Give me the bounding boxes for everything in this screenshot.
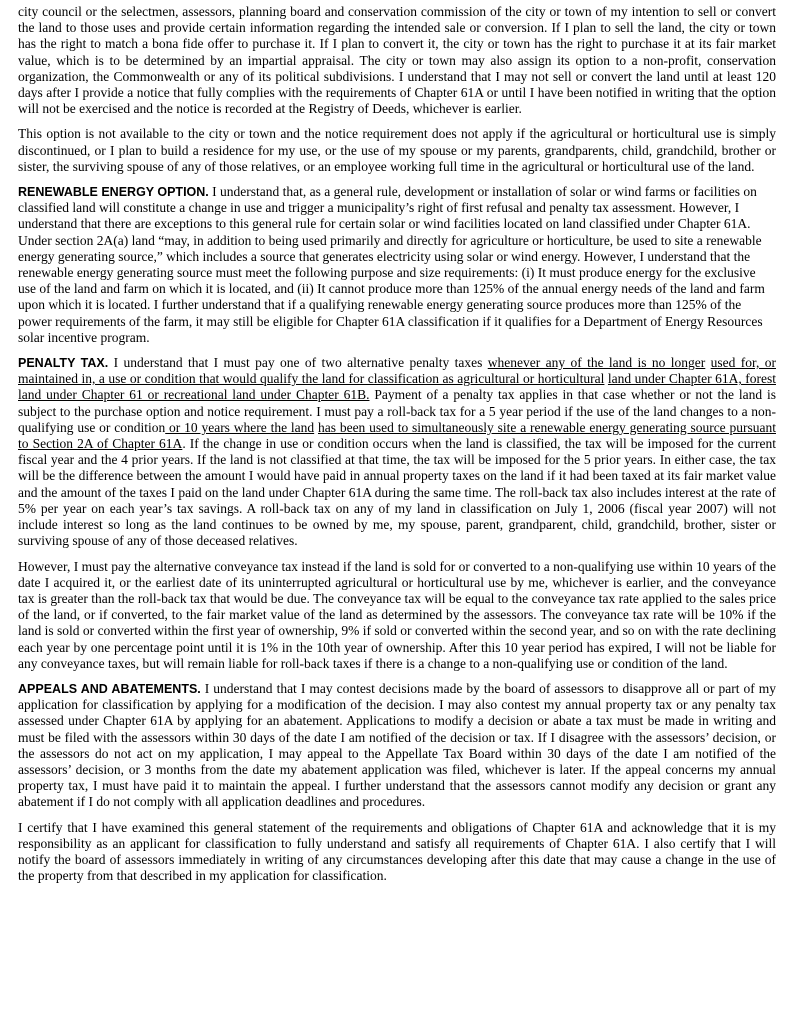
document-page [18,4,776,893]
penalty-tax-heading: PENALTY TAX. [18,356,109,371]
penalty-tax-underlined-text: land under Chapter 61A, forest land under Chapter 61 or recreational land under Chapter 61B. [18,371,776,403]
penalty-tax-text: Payment of a penalty tax applies in that case whether or not the land is subject to the purchase option and notice requirement. I must pay a roll-back tax for a 5 year period if the use of the land changes to a non-qualifying use or condition [18,387,776,435]
penalty-tax-underlined-text: used for, or maintained in, a use or condition that would qualify the land for classification as agricultural or horticultural [18,355,776,387]
penalty-tax-underlined-text: has been used to simultaneously site a renewable energy generating source pursuant to Section 2A of Chapter 61A [18,419,776,452]
option-exceptions-paragraph: This option is not available to the city or town and the notice requirement does not apply if the agricultural or horticultural use is simply discontinued, or I plan to build a residence for my use, or the use of my spouse or my parents, grandparents, child, grandchild, brother or sister, the surviving spouse of any of those relatives, or an employee working full time in the agricultural or horticultural use of the land. [18,126,776,174]
appeals-abatements-section [18,681,776,811]
appeals-abatements-heading: APPEALS AND ABATEMENTS. [18,681,201,696]
conveyance-tax-paragraph: However, I must pay the alternative conveyance tax instead if the land is sold for or converted to a non-qualifying use within 10 years of the date I acquired it, or the earliest date of its uninterrupted agricultural or horticultural use by me, whichever is earlier, and the conveyance tax is greater than the roll-back tax that would be due. The conveyance tax will be equal to the conveyance tax rate applied to the sales price of the land, or if converted, to the fair market value of the land as determined by the assessors. The conveyance tax rate will be 10% if the land is sold or converted within the first year of ownership, 9% if sold or converted within the second year, and so on with the rate declining each year by one percentage point until it is 1% in the 10th year of ownership. After this 10 year period has expired, I will not be liable for any conveyance taxes, but will remain liable for roll-back taxes if there is a change to a non-qualifying use or condition of the land. [18,558,776,671]
penalty-tax-underlined-text: or 10 years where the land [165,419,315,435]
renewable-energy-heading: RENEWABLE ENERGY OPTION. [18,185,209,200]
penalty-tax-underlined-text: whenever any of the land is no longer [487,355,706,371]
renewable-energy-section [18,184,776,346]
purchase-option-paragraph: city council or the selectmen, assessors, planning board and conservation commission of the city or town of my intention to sell or convert the land to those uses and provide certain information regarding the intended sale or conversion. If I plan to sell the land, the city or town has the right to match a bona fide offer to purchase it. If I plan to convert it, the city or town has the right to purchase it at its fair market value, which is to be determined by an impartial appraisal. The city or town may also assign its option to a non-profit, conservation organization, the Commonwealth or any of its political subdivisions. I understand that I may not sell or convert the land until at least 120 days after I provide a notice that fully complies with the requirements of Chapter 61A or until I have been notified in writing that the option will not be exercised and the notice is recorded at the Registry of Deeds, whichever is earlier. [18,4,776,117]
penalty-tax-text: . If the change in use or condition occurs when the land is classified, the tax will be imposed for the current fiscal year and the 4 prior years. If the land is not classified at that time, the tax will be imposed for the 5 prior years. In either case, the tax will be the difference between the amount I would have paid in annual property taxes on the land if it had been taxed at its fair market value and the amount of the taxes I paid on the land under Chapter 61A during the same time. The roll-back tax also includes interest at the rate of 5% per year on each year’s tax savings. A roll-back tax on any of my land in classification on July 1, 2006 (fiscal year 2007) will not include interest so long as the land continues to be owned by me, my spouse, parent, grandparent, child, grandchild, brother, sister or surviving spouse of any of those deceased relatives. [18,436,777,549]
renewable-energy-text: I understand that, as a general rule, development or installation of solar or wind farms or facilities on classified land will constitute a change in use and trigger a municipality’s right of first refusal and penalty tax assessment. However, I understand that there are exceptions to this general rule for certain solar or wind facilities located on land classified under Chapter 61A. Under section 2A(a) land “may, in addition to being used primarily and directly for agriculture or horticulture, be used to site a renewable energy generating source,” which includes a source that generates electricity using solar or wind energy. However, I understand that the renewable energy generating source must meet the following purpose and size requirements: (i) It must produce energy for the exclusive use of the land and farm on which it is located, and (ii) It cannot produce more than 125% of the annual energy needs of the land and farm upon which it is located. I further understand that if a qualifying renewable energy generating source produces more than 125% of the power requirements of the farm, it may still be eligible for Chapter 61A classification if it qualifies for a Department of Energy Resources solar incentive program. [18,184,765,345]
penalty-tax-section [18,355,776,549]
penalty-tax-text: I understand that I must pay one of two alternative penalty taxes [108,355,488,371]
appeals-abatements-text: I understand that I may contest decisions made by the board of assessors to disapprove all or part of my application for classification by applying for a modification of the decision. I may also contest my annual property tax or any penalty tax assessed under Chapter 61A by applying for an abatement. Applications to modify a decision or abate a tax must be made in writing and must be filed with the assessors within 30 days of the date I am notified of the decision or tax. If I disagree with the assessors’ decision, or the assessors do not act on my application, I may appeal to the Appellate Tax Board within 30 days of the date I am notified of the assessors’ decision, or 3 months from the date my abatement application was filed, whichever is later. If the appeal concerns my annual property tax, I must have paid it to maintain the appeal. I further understand that the assessors cannot modify any decision or grant any abatement if I do not comply with all application deadlines and procedures. [18,680,776,810]
certification-paragraph: I certify that I have examined this general statement of the requirements and obligations of Chapter 61A and acknowledge that it is my responsibility as an applicant for classification to fully understand and satisfy all requirements of Chapter 61A. I also certify that I will notify the board of assessors immediately in writing of any circumstances developing after this date that may cause a change in the use of the property from that described in my application for classification. [18,819,776,884]
